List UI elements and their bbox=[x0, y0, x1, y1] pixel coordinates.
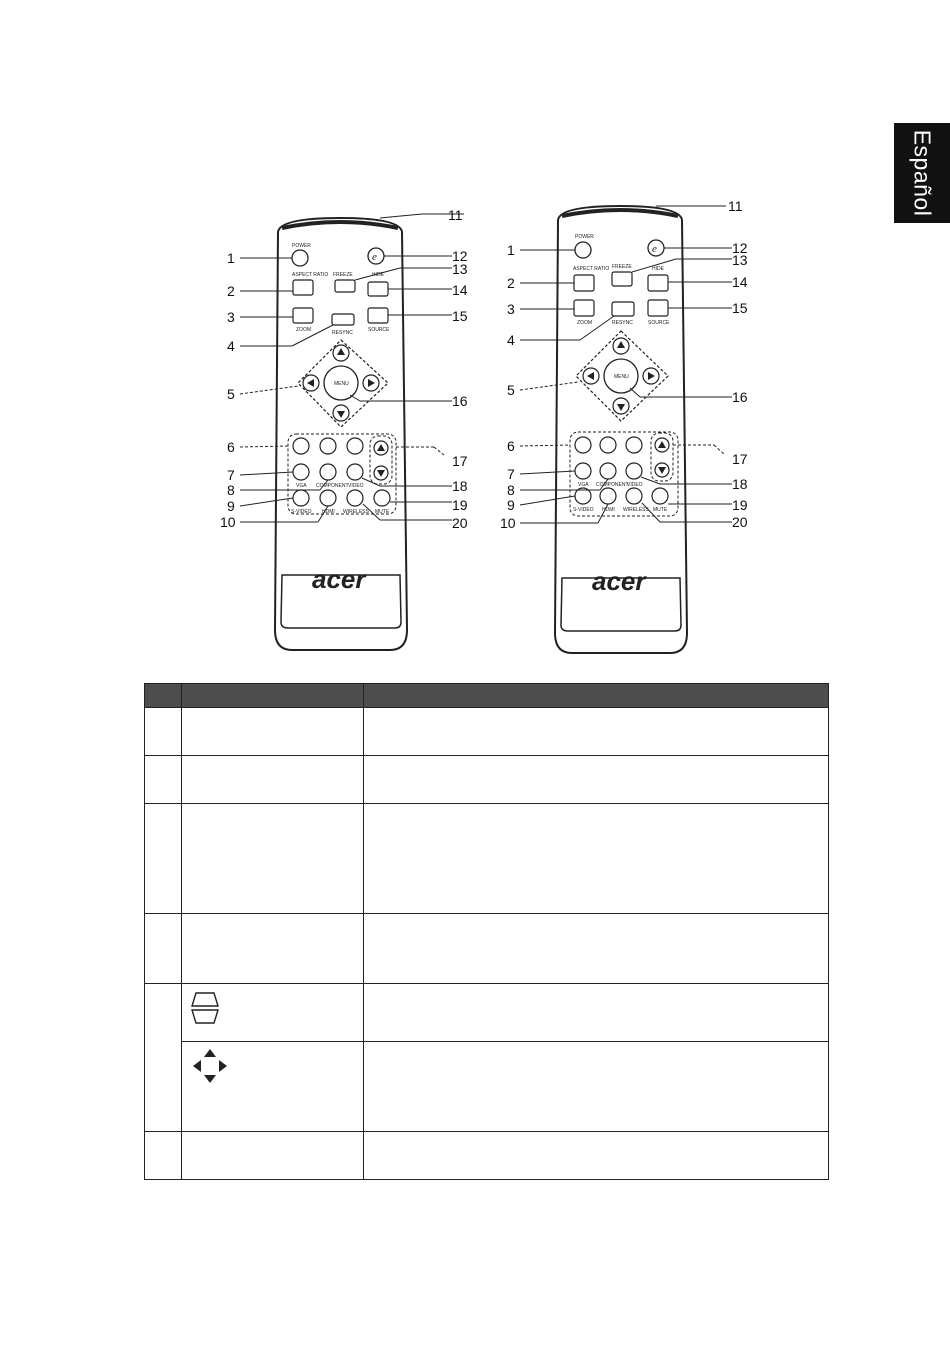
table-row bbox=[145, 756, 829, 804]
aspect-ratio-button bbox=[574, 275, 594, 291]
svideo-label: S-VIDEO bbox=[573, 507, 594, 513]
table-row bbox=[145, 1132, 829, 1180]
row-number bbox=[145, 1132, 182, 1180]
keypad-button bbox=[600, 437, 616, 453]
vga-label: VGA bbox=[578, 482, 589, 488]
callout-1: 1 bbox=[227, 250, 235, 266]
row-description bbox=[364, 708, 829, 756]
callout-2: 2 bbox=[507, 275, 515, 291]
callout-11: 11 bbox=[728, 198, 743, 214]
table-header-row bbox=[145, 684, 829, 708]
svideo-label: S-VIDEO bbox=[291, 509, 312, 515]
callout-20: 20 bbox=[452, 515, 468, 531]
callout-14: 14 bbox=[732, 274, 748, 290]
callout-19: 19 bbox=[732, 497, 748, 513]
source-button bbox=[648, 300, 668, 316]
remote-figure-right bbox=[500, 178, 800, 648]
aspect-ratio-button bbox=[293, 280, 313, 295]
aspect-ratio-label: ASPECT RATIO bbox=[573, 266, 610, 272]
row-number bbox=[145, 804, 182, 914]
wireless-label: WIRELESS bbox=[623, 507, 649, 513]
video-button bbox=[347, 464, 363, 480]
menu-label: MENU bbox=[334, 381, 349, 387]
keypad-button bbox=[320, 438, 336, 454]
component-button bbox=[320, 464, 336, 480]
callout-12: 12 bbox=[452, 248, 468, 264]
callout-3: 3 bbox=[507, 301, 515, 317]
wireless-button bbox=[626, 488, 642, 504]
resync-button bbox=[332, 314, 354, 325]
row-description bbox=[364, 914, 829, 984]
freeze-button bbox=[335, 280, 355, 292]
keystone-icon-cell bbox=[182, 984, 364, 1042]
callout-8: 8 bbox=[227, 482, 235, 498]
source-button bbox=[368, 308, 388, 323]
component-button bbox=[600, 463, 616, 479]
row-function bbox=[182, 914, 364, 984]
e-icon: e bbox=[372, 251, 377, 263]
freeze-button bbox=[612, 272, 632, 286]
acer-logo: acer bbox=[312, 564, 366, 594]
callout-1: 1 bbox=[507, 242, 515, 258]
hdmi-label: HDMI bbox=[602, 507, 615, 513]
hide-button bbox=[368, 282, 388, 296]
table-row bbox=[145, 708, 829, 756]
row-description bbox=[364, 984, 829, 1042]
vga-label: VGA bbox=[296, 483, 307, 489]
mute-label: MUTE bbox=[375, 509, 390, 515]
mute-button bbox=[374, 490, 390, 506]
hide-button bbox=[648, 275, 668, 291]
callout-14: 14 bbox=[452, 282, 468, 298]
callout-6: 6 bbox=[507, 438, 515, 454]
callout-4: 4 bbox=[227, 338, 235, 354]
language-tab-label: Español bbox=[909, 129, 936, 217]
callout-5: 5 bbox=[507, 382, 515, 398]
callout-20: 20 bbox=[732, 514, 748, 530]
keypad-button bbox=[575, 437, 591, 453]
callout-10: 10 bbox=[500, 515, 516, 531]
keypad-button bbox=[347, 438, 363, 454]
hdmi-button bbox=[600, 488, 616, 504]
table-row bbox=[145, 1042, 829, 1132]
aspect-ratio-label: ASPECT RATIO bbox=[292, 272, 329, 278]
callout-18: 18 bbox=[452, 478, 468, 494]
language-tab bbox=[894, 123, 950, 223]
table-row bbox=[145, 804, 829, 914]
callout-17: 17 bbox=[732, 451, 748, 467]
callout-3: 3 bbox=[227, 309, 235, 325]
hdmi-button bbox=[320, 490, 336, 506]
row-number bbox=[145, 708, 182, 756]
callout-6: 6 bbox=[227, 439, 235, 455]
direction-icon-cell bbox=[182, 1042, 364, 1132]
remote-diagram-right bbox=[500, 178, 800, 658]
wireless-button bbox=[347, 490, 363, 506]
callout-13: 13 bbox=[732, 252, 748, 268]
callout-9: 9 bbox=[507, 497, 515, 513]
callout-18: 18 bbox=[732, 476, 748, 492]
mute-label: MUTE bbox=[653, 507, 668, 513]
vga-button bbox=[293, 464, 309, 480]
acer-logo: acer bbox=[592, 566, 646, 596]
callout-12: 12 bbox=[732, 240, 748, 256]
row-function bbox=[182, 1132, 364, 1180]
callout-11: 11 bbox=[448, 207, 463, 223]
video-button bbox=[626, 463, 642, 479]
table-row bbox=[145, 914, 829, 984]
row-description bbox=[364, 756, 829, 804]
row-number bbox=[145, 984, 182, 1132]
video-label: VIDEO bbox=[348, 483, 364, 489]
remote-figure-left bbox=[220, 190, 520, 660]
freeze-label: FREEZE bbox=[612, 264, 632, 270]
source-label: SOURCE bbox=[648, 320, 670, 326]
four-direction-arrows-icon bbox=[190, 1046, 230, 1086]
resync-button bbox=[612, 302, 634, 316]
component-label: COMPONENT bbox=[316, 483, 349, 489]
component-label: COMPONENT bbox=[596, 482, 629, 488]
row-number bbox=[145, 756, 182, 804]
callout-9: 9 bbox=[227, 498, 235, 514]
zoom-label: ZOOM bbox=[296, 327, 311, 333]
hide-label: HIDE bbox=[652, 266, 664, 272]
wireless-label: WIRELESS bbox=[343, 509, 369, 515]
menu-label: MENU bbox=[614, 374, 629, 380]
resync-label: RESYNC bbox=[612, 320, 633, 326]
function-table bbox=[144, 683, 829, 1180]
svideo-button bbox=[293, 490, 309, 506]
row-number bbox=[145, 914, 182, 984]
row-function bbox=[182, 756, 364, 804]
callout-7: 7 bbox=[227, 467, 235, 483]
table-row bbox=[145, 984, 829, 1042]
callout-15: 15 bbox=[732, 300, 748, 316]
remote-diagram-left bbox=[220, 190, 520, 660]
zoom-button bbox=[574, 300, 594, 316]
callout-10: 10 bbox=[220, 514, 236, 530]
row-function bbox=[182, 804, 364, 914]
resync-label: RESYNC bbox=[332, 330, 353, 336]
power-button bbox=[292, 250, 308, 266]
hide-label: HIDE bbox=[372, 272, 384, 278]
row-description bbox=[364, 1042, 829, 1132]
callout-16: 16 bbox=[732, 389, 748, 405]
freeze-label: FREEZE bbox=[333, 272, 353, 278]
zoom-label: ZOOM bbox=[577, 320, 592, 326]
video-label: VIDEO bbox=[627, 482, 643, 488]
source-label: SOURCE bbox=[368, 327, 390, 333]
callout-13: 13 bbox=[452, 261, 468, 277]
callout-19: 19 bbox=[452, 497, 468, 513]
mute-button bbox=[652, 488, 668, 504]
callout-15: 15 bbox=[452, 308, 468, 324]
header-number bbox=[145, 684, 182, 708]
e-icon: e bbox=[652, 243, 657, 255]
keypad-button bbox=[293, 438, 309, 454]
vga-button bbox=[575, 463, 591, 479]
row-description bbox=[364, 1132, 829, 1180]
power-button bbox=[575, 242, 591, 258]
callout-8: 8 bbox=[507, 482, 515, 498]
row-function bbox=[182, 708, 364, 756]
callout-17: 17 bbox=[452, 453, 468, 469]
callout-16: 16 bbox=[452, 393, 468, 409]
hdmi-label: HDMI bbox=[322, 509, 335, 515]
header-description bbox=[364, 684, 829, 708]
callout-2: 2 bbox=[227, 283, 235, 299]
power-label: POWER bbox=[292, 243, 311, 249]
row-description bbox=[364, 804, 829, 914]
callout-5: 5 bbox=[227, 386, 235, 402]
callout-7: 7 bbox=[507, 466, 515, 482]
header-icon bbox=[182, 684, 364, 708]
callout-4: 4 bbox=[507, 332, 515, 348]
keypad-button bbox=[626, 437, 642, 453]
keystone-icon bbox=[190, 988, 220, 1028]
zoom-button bbox=[293, 308, 313, 323]
power-label: POWER bbox=[575, 234, 594, 240]
